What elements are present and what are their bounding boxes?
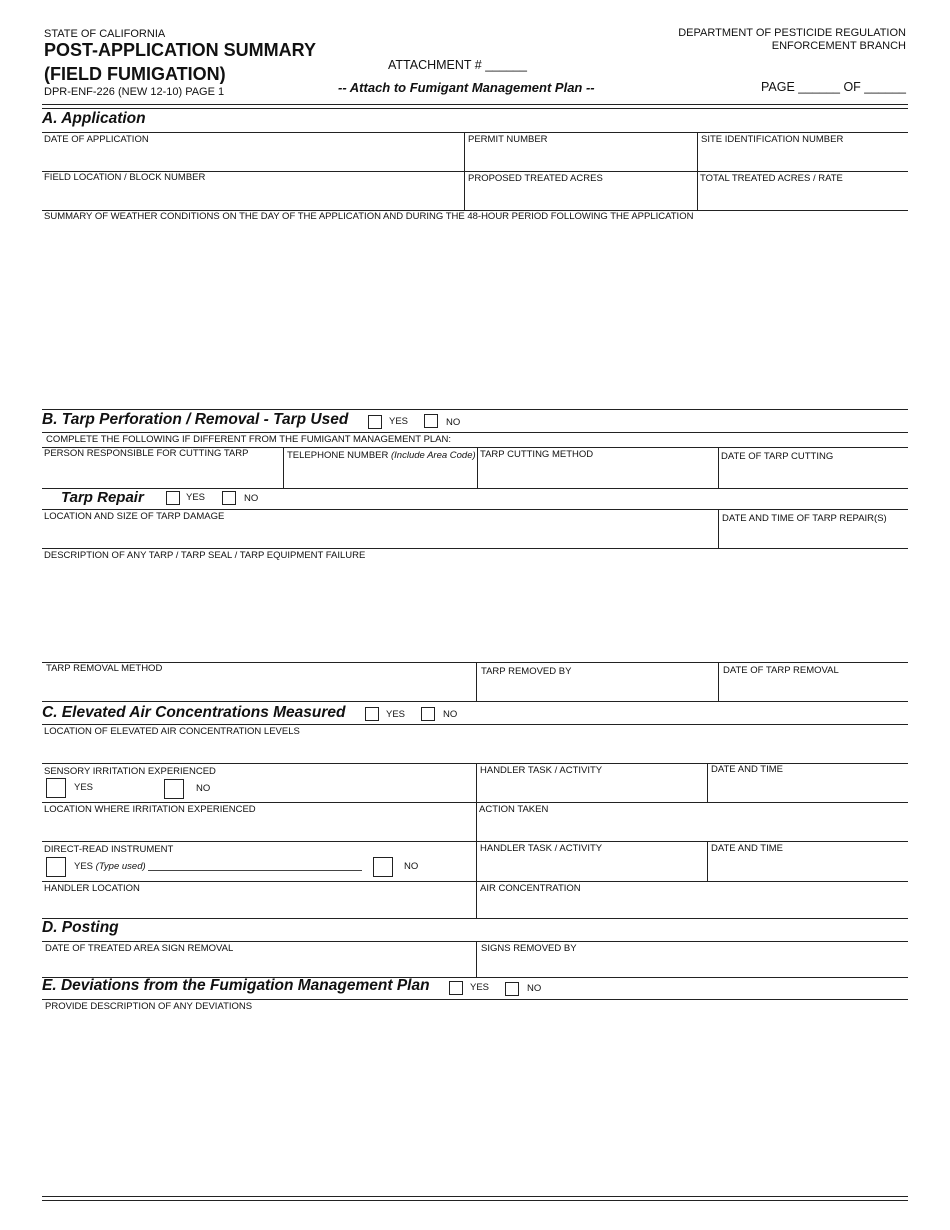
elevated-air-yes-label: YES <box>386 709 406 720</box>
column-divider <box>476 941 477 977</box>
divider <box>42 432 908 433</box>
direct-read-no-label: NO <box>404 861 419 872</box>
permit-number-label: PERMIT NUMBER <box>468 134 548 145</box>
direct-read-label: DIRECT-READ INSTRUMENT <box>44 844 174 855</box>
failure-description-field[interactable] <box>42 549 908 661</box>
direct-read-yes-text: YES <box>74 861 94 872</box>
column-divider <box>707 763 708 802</box>
section-e-title: E. Deviations from the Fumigation Management Plan <box>42 977 430 994</box>
total-acres-label: TOTAL TREATED ACRES / RATE <box>700 173 843 184</box>
sensory-label: SENSORY IRRITATION EXPERIENCED <box>44 766 216 777</box>
form-number: DPR-ENF-226 (NEW 12-10) PAGE 1 <box>44 86 225 98</box>
state-label: STATE OF CALIFORNIA <box>44 28 166 40</box>
divider <box>42 701 908 702</box>
department-name: DEPARTMENT OF PESTICIDE REGULATION <box>678 27 906 39</box>
form-title-line2: (FIELD FUMIGATION) <box>44 64 226 84</box>
section-c-title: C. Elevated Air Concentrations Measured <box>42 704 346 721</box>
attachment-number: ATTACHMENT # ______ <box>388 58 527 72</box>
column-divider <box>476 662 477 701</box>
tarp-instructions: COMPLETE THE FOLLOWING IF DIFFERENT FROM THE FUMIGANT MANAGEMENT PLAN: <box>46 434 452 445</box>
page-of: PAGE ______ OF ______ <box>760 80 906 94</box>
form-title-line1: POST-APPLICATION SUMMARY <box>44 40 317 60</box>
deviations-description-label: PROVIDE DESCRIPTION OF ANY DEVIATIONS <box>45 1001 253 1012</box>
column-divider <box>476 841 477 881</box>
footer-rule <box>42 1196 908 1197</box>
telephone-label <box>287 450 476 461</box>
column-divider <box>718 509 719 548</box>
weather-summary-field[interactable] <box>42 211 908 407</box>
tarp-repair-yes-label: YES <box>186 492 206 503</box>
weather-summary-label: SUMMARY OF WEATHER CONDITIONS ON THE DAY OF THE APPLICATION AND DURING THE 48-HOUR PERIOD FOLLOWING THE APPLICATION <box>44 211 694 222</box>
sign-removal-date-label: DATE OF TREATED AREA SIGN REMOVAL <box>45 943 234 954</box>
column-divider <box>718 447 719 488</box>
tarp-repair-no-label: NO <box>244 493 259 504</box>
elevated-air-no-checkbox[interactable] <box>421 707 435 721</box>
removal-date-label: DATE OF TARP REMOVAL <box>723 665 839 676</box>
divider <box>42 488 908 489</box>
direct-read-yes-checkbox[interactable] <box>46 857 66 877</box>
header-rule <box>42 104 908 105</box>
removal-method-label: TARP REMOVAL METHOD <box>46 663 163 674</box>
column-divider <box>477 447 478 488</box>
repair-datetime-label: DATE AND TIME OF TARP REPAIR(S) <box>722 513 887 524</box>
column-divider <box>707 841 708 881</box>
tarp-used-yes-checkbox[interactable] <box>368 415 382 429</box>
sensory-yes-checkbox[interactable] <box>46 778 66 798</box>
damage-location-label: LOCATION AND SIZE OF TARP DAMAGE <box>44 511 225 522</box>
deviations-yes-label: YES <box>470 982 490 993</box>
section-b-title: B. Tarp Perforation / Removal - Tarp Used <box>42 411 349 428</box>
tarp-repair-title: Tarp Repair <box>61 489 144 506</box>
tarp-used-no-checkbox[interactable] <box>424 414 438 428</box>
attach-note: -- Attach to Fumigant Management Plan -- <box>338 80 595 95</box>
field-location-label: FIELD LOCATION / BLOCK NUMBER <box>44 172 206 183</box>
date-time-label-1: DATE AND TIME <box>711 764 783 775</box>
tarp-used-yes-label: YES <box>389 416 409 427</box>
removed-by-label: TARP REMOVED BY <box>481 666 572 677</box>
column-divider <box>476 802 477 841</box>
deviations-description-field[interactable] <box>42 1000 908 1194</box>
person-responsible-label: PERSON RESPONSIBLE FOR CUTTING TARP <box>44 448 249 459</box>
column-divider <box>464 132 465 210</box>
air-concentration-label: AIR CONCENTRATION <box>480 883 581 894</box>
deviations-no-checkbox[interactable] <box>505 982 519 996</box>
elevated-air-no-label: NO <box>443 709 458 720</box>
irritation-location-label: LOCATION WHERE IRRITATION EXPERIENCED <box>44 804 256 815</box>
sensory-no-label: NO <box>196 783 211 794</box>
column-divider <box>476 763 477 802</box>
date-cutting-label: DATE OF TARP CUTTING <box>721 451 834 462</box>
telephone-label-note: (Include Area Code) <box>391 450 476 461</box>
direct-read-no-checkbox[interactable] <box>373 857 393 877</box>
direct-read-type-note: (Type used) <box>95 861 146 872</box>
date-time-label-2: DATE AND TIME <box>711 843 783 854</box>
handler-task-label-1: HANDLER TASK / ACTIVITY <box>480 765 603 776</box>
column-divider <box>697 132 698 210</box>
failure-description-label: DESCRIPTION OF ANY TARP / TARP SEAL / TARP EQUIPMENT FAILURE <box>44 550 366 561</box>
column-divider <box>718 662 719 701</box>
sensory-no-checkbox[interactable] <box>164 779 184 799</box>
action-taken-label: ACTION TAKEN <box>479 804 549 815</box>
elevated-air-yes-checkbox[interactable] <box>365 707 379 721</box>
handler-location-label: HANDLER LOCATION <box>44 883 140 894</box>
sensory-yes-label: YES <box>74 782 94 793</box>
deviations-yes-checkbox[interactable] <box>449 981 463 995</box>
column-divider <box>283 447 284 488</box>
location-levels-label: LOCATION OF ELEVATED AIR CONCENTRATION LEVELS <box>44 726 300 737</box>
direct-read-yes-label <box>74 861 146 872</box>
site-id-label: SITE IDENTIFICATION NUMBER <box>701 134 844 145</box>
date-of-application-label: DATE OF APPLICATION <box>44 134 149 145</box>
tarp-repair-no-checkbox[interactable] <box>222 491 236 505</box>
divider <box>42 409 908 410</box>
column-divider <box>476 881 477 918</box>
branch-name: ENFORCEMENT BRANCH <box>771 40 906 52</box>
instrument-type-input[interactable] <box>148 870 362 871</box>
signs-removed-by-label: SIGNS REMOVED BY <box>481 943 577 954</box>
proposed-acres-label: PROPOSED TREATED ACRES <box>468 173 603 184</box>
footer-rule <box>42 1200 908 1201</box>
tarp-used-no-label: NO <box>446 417 461 428</box>
section-d-title: D. Posting <box>42 919 119 936</box>
telephone-label-text: TELEPHONE NUMBER <box>287 450 389 461</box>
handler-task-label-2: HANDLER TASK / ACTIVITY <box>480 843 603 854</box>
tarp-repair-yes-checkbox[interactable] <box>166 491 180 505</box>
cutting-method-label: TARP CUTTING METHOD <box>480 449 594 460</box>
divider <box>42 918 908 919</box>
section-a-title: A. Application <box>42 110 146 127</box>
header-rule <box>42 108 908 109</box>
deviations-no-label: NO <box>527 983 542 994</box>
